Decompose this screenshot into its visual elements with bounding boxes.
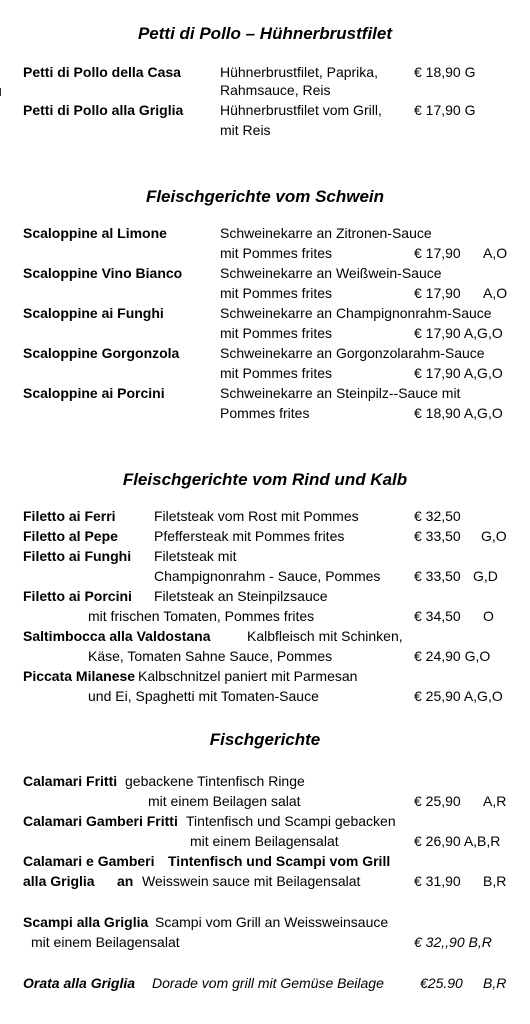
section-heading-schwein: Fleischgerichte vom Schwein	[145, 187, 385, 206]
dish-name: Filetto ai Porcini	[23, 588, 132, 604]
dish-price: € 25,90	[414, 793, 461, 809]
dish-description: Tintenfisch und Scampi gebacken	[186, 813, 396, 829]
dish-name: Scaloppine al Limone	[23, 225, 167, 241]
dish-price: €25.90	[420, 975, 463, 991]
dish-description: mit einem Beilagen salat	[148, 793, 301, 809]
allergen-codes: G,D	[473, 568, 498, 584]
dish-price: € 17,90 A,G,O	[414, 365, 503, 381]
dish-name: Orata alla Griglia	[23, 975, 136, 991]
dish-description: mit frischen Tomaten, Pommes frites	[88, 608, 315, 624]
dish-price: € 17,90	[414, 245, 461, 261]
dish-name: Scampi alla Griglia	[23, 914, 149, 930]
dish-price: € 17,90 A,G,O	[414, 325, 503, 341]
dish-description: mit einem Beilagensalat	[190, 833, 339, 849]
dish-price: € 33,50	[414, 568, 461, 584]
dish-description: Hühnerbrustfilet, Paprika,	[220, 64, 378, 80]
dish-price: € 34,50	[414, 608, 461, 624]
dish-description: Rahmsauce, Reis	[220, 82, 331, 98]
dish-name-connector: an	[117, 873, 134, 889]
dish-name: Saltimbocca alla Valdostana	[23, 628, 211, 644]
dish-description: mit Pommes frites	[220, 285, 333, 301]
dish-price: € 32,50	[414, 508, 461, 524]
section-heading-rind: Fleischgerichte vom Rind und Kalb	[122, 470, 408, 489]
dish-description: Schweinekarre an Zitronen-Sauce	[220, 225, 432, 241]
dish-price: € 17,90 G	[414, 102, 476, 118]
dish-description: Filetsteak mit	[154, 548, 237, 564]
dish-description: und Ei, Spaghetti mit Tomaten-Sauce	[88, 688, 319, 704]
dish-name: Calamari Gamberi Fritti	[23, 813, 178, 829]
dish-description: Hühnerbrustfilet vom Grill,	[220, 102, 382, 118]
dish-description: Champignonrahm - Sauce, Pommes	[154, 568, 381, 584]
dish-price: € 25,90 A,G,O	[414, 688, 503, 704]
dish-description: Schweinekarre an Gorgonzolarahm-Sauce	[220, 345, 485, 361]
allergen-codes: A,R	[483, 793, 507, 809]
allergen-codes: B,R	[483, 975, 507, 991]
section-heading-fisch: Fischgerichte	[209, 730, 321, 749]
dish-name: Filetto al Pepe	[23, 528, 118, 544]
dish-description: gebackene Tintenfisch Ringe	[125, 773, 305, 789]
allergen-codes: A,O	[483, 285, 508, 301]
dish-description: Kalbfleisch mit Schinken,	[247, 628, 403, 644]
dish-price: € 24,90 G,O	[414, 648, 491, 664]
dish-description: Pfeffersteak mit Pommes frites	[154, 528, 345, 544]
dish-description: Scampi vom Grill an Weissweinsauce	[155, 914, 389, 930]
dish-description: mit Pommes frites	[220, 365, 333, 381]
allergen-codes: A,O	[483, 245, 508, 261]
dish-price: € 32,,90 B,R	[414, 934, 492, 950]
dish-description: Tintenfisch und Scampi vom Grill	[168, 853, 391, 869]
allergen-codes: G,O	[481, 528, 507, 544]
dish-name: Calamari Fritti	[23, 773, 118, 789]
dish-name: Petti di Pollo della Casa	[23, 64, 181, 80]
dish-description: Schweinekarre an Champignonrahm-Sauce	[220, 305, 492, 321]
allergen-codes: B,R	[483, 873, 507, 889]
allergen-codes: O	[483, 608, 494, 624]
dish-description: mit Pommes frites	[220, 245, 333, 261]
dish-description: Schweinekarre an Steinpilz--Sauce mit	[220, 385, 461, 401]
dish-name: Scaloppine ai Funghi	[23, 305, 164, 321]
dish-name: Calamari e Gamberi	[23, 853, 155, 869]
dish-price: € 31,90	[414, 873, 461, 889]
dish-description: mit Pommes frites	[220, 325, 333, 341]
dish-name: Filetto ai Ferri	[23, 508, 116, 524]
dish-description: mit einem Beilagensalat	[31, 934, 180, 950]
dish-description: Dorade vom grill mit Gemüse Beilage	[152, 975, 384, 991]
left-edge-mark	[0, 88, 4, 96]
dish-name: Filetto ai Funghi	[23, 548, 132, 564]
dish-description: mit Reis	[220, 122, 271, 138]
dish-description: Weisswein sauce mit Beilagensalat	[142, 873, 361, 889]
dish-description: Filetsteak vom Rost mit Pommes	[154, 508, 359, 524]
dish-description: Pommes frites	[220, 405, 310, 421]
section-heading-pollo: Petti di Pollo – Hühnerbrustfilet	[137, 24, 393, 43]
dish-price: € 33,50	[414, 528, 461, 544]
dish-name-continued: alla Griglia	[23, 873, 95, 889]
dish-name: Scaloppine ai Porcini	[23, 385, 165, 401]
dish-price: € 18,90 G	[414, 64, 476, 80]
dish-description: Käse, Tomaten Sahne Sauce, Pommes	[88, 648, 333, 664]
dish-description: Schweinekarre an Weißwein-Sauce	[220, 265, 442, 281]
dish-name: Scaloppine Vino Bianco	[23, 265, 183, 281]
dish-price: € 26,90 A,B,R	[414, 833, 501, 849]
dish-name: Petti di Pollo alla Griglia	[23, 102, 184, 118]
dish-name: Scaloppine Gorgonzola	[23, 345, 180, 361]
dish-price: € 17,90	[414, 285, 461, 301]
dish-name: Piccata Milanese	[23, 668, 136, 684]
dish-description: Kalbschnitzel paniert mit Parmesan	[138, 668, 358, 684]
dish-description: Filetsteak an Steinpilzsauce	[154, 588, 328, 604]
dish-price: € 18,90 A,G,O	[414, 405, 503, 421]
